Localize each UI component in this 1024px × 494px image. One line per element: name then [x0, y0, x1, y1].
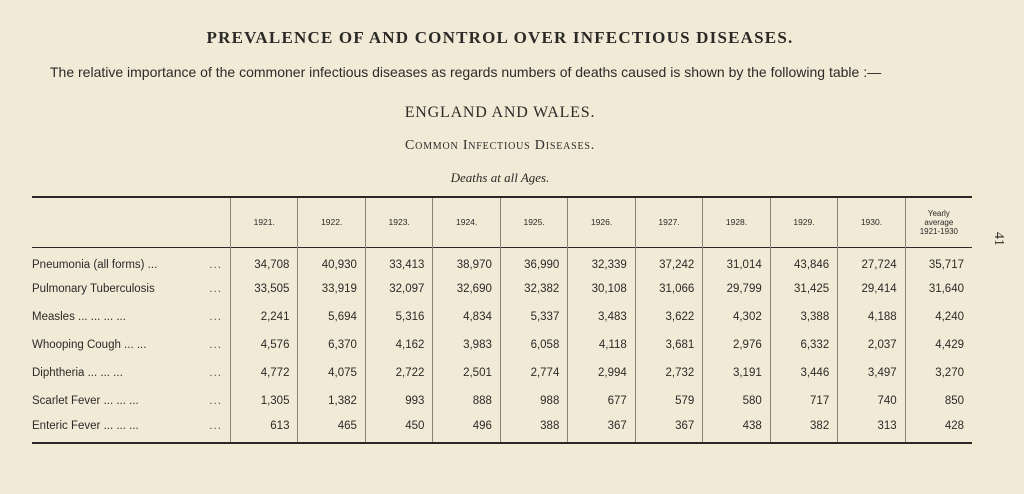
value-cell: 32,339	[568, 247, 635, 275]
average-cell: 428	[905, 415, 972, 443]
value-cell: 4,075	[298, 359, 365, 387]
leader-dots: ...	[209, 419, 222, 432]
value-cell: 3,388	[770, 303, 837, 331]
avg-header-line: Yearly	[927, 208, 950, 218]
value-cell: 2,732	[635, 359, 702, 387]
row-label	[32, 303, 231, 331]
value-cell: 580	[703, 387, 770, 415]
value-cell: 4,118	[568, 331, 635, 359]
value-cell: 888	[433, 387, 500, 415]
intro-paragraph: The relative importance of the commoner infectious diseases as regards numbers of deaths caused is shown by the following table :—	[50, 64, 882, 80]
value-cell: 3,446	[770, 359, 837, 387]
value-cell: 4,302	[703, 303, 770, 331]
value-cell: 32,382	[500, 275, 567, 303]
value-cell: 4,772	[231, 359, 298, 387]
row-label	[32, 247, 231, 275]
value-cell: 33,413	[365, 247, 432, 275]
value-cell: 496	[433, 415, 500, 443]
value-cell: 5,337	[500, 303, 567, 331]
value-cell: 717	[770, 387, 837, 415]
page-number: 41	[991, 232, 1006, 246]
table-row	[32, 303, 972, 331]
avg-header-line: 1921-1930	[919, 226, 958, 236]
header-year: 1922.	[298, 197, 365, 247]
leader-dots: ...	[209, 283, 222, 295]
value-cell: 613	[231, 415, 298, 443]
deaths-table	[32, 196, 972, 444]
header-blank	[32, 197, 231, 247]
leader-dots: ...	[209, 311, 222, 323]
average-cell: 3,270	[905, 359, 972, 387]
value-cell: 313	[838, 415, 905, 443]
value-cell: 2,501	[433, 359, 500, 387]
value-cell: 2,774	[500, 359, 567, 387]
value-cell: 33,919	[298, 275, 365, 303]
value-cell: 3,483	[568, 303, 635, 331]
table-row	[32, 331, 972, 359]
value-cell: 740	[838, 387, 905, 415]
average-cell: 35,717	[905, 247, 972, 275]
region-heading: ENGLAND AND WALES.	[404, 104, 596, 121]
value-cell: 3,681	[635, 331, 702, 359]
table-row	[32, 387, 972, 415]
value-cell: 2,994	[568, 359, 635, 387]
value-cell: 3,622	[635, 303, 702, 331]
table-row	[32, 275, 972, 303]
row-label	[32, 275, 231, 303]
average-cell: 850	[905, 387, 972, 415]
header-year: 1925.	[500, 197, 567, 247]
value-cell: 2,037	[838, 331, 905, 359]
value-cell: 36,990	[500, 247, 567, 275]
table-subheading: Common Infectious Diseases.	[404, 138, 596, 153]
value-cell: 438	[703, 415, 770, 443]
leader-dots: ...	[209, 367, 222, 379]
value-cell: 3,497	[838, 359, 905, 387]
value-cell: 6,058	[500, 331, 567, 359]
table-row	[32, 359, 972, 387]
header-year: 1923.	[365, 197, 432, 247]
value-cell: 5,694	[298, 303, 365, 331]
row-label	[32, 415, 231, 443]
header-year: 1926.	[568, 197, 635, 247]
value-cell: 4,834	[433, 303, 500, 331]
disease-name: Enteric Fever ... ... ...	[32, 419, 139, 432]
disease-name: Pneumonia (all forms) ...	[32, 259, 158, 272]
header-year: 1924.	[433, 197, 500, 247]
header-year: 1929.	[770, 197, 837, 247]
value-cell: 388	[500, 415, 567, 443]
value-cell: 988	[500, 387, 567, 415]
page-title: PREVALENCE OF AND CONTROL OVER INFECTIOUS DISEASES.	[206, 28, 794, 47]
average-cell: 4,429	[905, 331, 972, 359]
value-cell: 2,241	[231, 303, 298, 331]
table-row	[32, 415, 972, 443]
table-header-row	[32, 197, 972, 247]
value-cell: 2,722	[365, 359, 432, 387]
header-year: 1930.	[838, 197, 905, 247]
row-label	[32, 359, 231, 387]
value-cell: 31,066	[635, 275, 702, 303]
value-cell: 37,242	[635, 247, 702, 275]
row-label	[32, 387, 231, 415]
value-cell: 367	[568, 415, 635, 443]
value-cell: 450	[365, 415, 432, 443]
header-year: 1928.	[703, 197, 770, 247]
value-cell: 3,191	[703, 359, 770, 387]
value-cell: 32,690	[433, 275, 500, 303]
header-yearly-average	[905, 197, 972, 247]
table-caption: Deaths at all Ages.	[450, 170, 550, 185]
value-cell: 43,846	[770, 247, 837, 275]
disease-name: Pulmonary Tuberculosis	[32, 283, 155, 295]
value-cell: 6,332	[770, 331, 837, 359]
value-cell: 465	[298, 415, 365, 443]
leader-dots: ...	[209, 339, 222, 351]
value-cell: 32,097	[365, 275, 432, 303]
table-row	[32, 247, 972, 275]
value-cell: 367	[635, 415, 702, 443]
disease-name: Whooping Cough ... ...	[32, 339, 147, 351]
average-cell: 31,640	[905, 275, 972, 303]
value-cell: 4,162	[365, 331, 432, 359]
value-cell: 3,983	[433, 331, 500, 359]
disease-name: Diphtheria ... ... ...	[32, 367, 123, 379]
value-cell: 4,576	[231, 331, 298, 359]
row-label	[32, 331, 231, 359]
avg-header-line: average	[924, 217, 954, 227]
value-cell: 5,316	[365, 303, 432, 331]
value-cell: 4,188	[838, 303, 905, 331]
header-year: 1927.	[635, 197, 702, 247]
header-year: 1921.	[231, 197, 298, 247]
value-cell: 2,976	[703, 331, 770, 359]
value-cell: 677	[568, 387, 635, 415]
value-cell: 1,305	[231, 387, 298, 415]
value-cell: 29,414	[838, 275, 905, 303]
value-cell: 40,930	[298, 247, 365, 275]
disease-name: Measles ... ... ... ...	[32, 311, 126, 323]
average-cell: 4,240	[905, 303, 972, 331]
leader-dots: ...	[209, 259, 222, 272]
value-cell: 27,724	[838, 247, 905, 275]
value-cell: 993	[365, 387, 432, 415]
value-cell: 38,970	[433, 247, 500, 275]
value-cell: 29,799	[703, 275, 770, 303]
value-cell: 382	[770, 415, 837, 443]
value-cell: 30,108	[568, 275, 635, 303]
value-cell: 1,382	[298, 387, 365, 415]
value-cell: 33,505	[231, 275, 298, 303]
value-cell: 34,708	[231, 247, 298, 275]
value-cell: 6,370	[298, 331, 365, 359]
disease-name: Scarlet Fever ... ... ...	[32, 395, 139, 407]
leader-dots: ...	[209, 395, 222, 407]
value-cell: 31,014	[703, 247, 770, 275]
value-cell: 579	[635, 387, 702, 415]
value-cell: 31,425	[770, 275, 837, 303]
